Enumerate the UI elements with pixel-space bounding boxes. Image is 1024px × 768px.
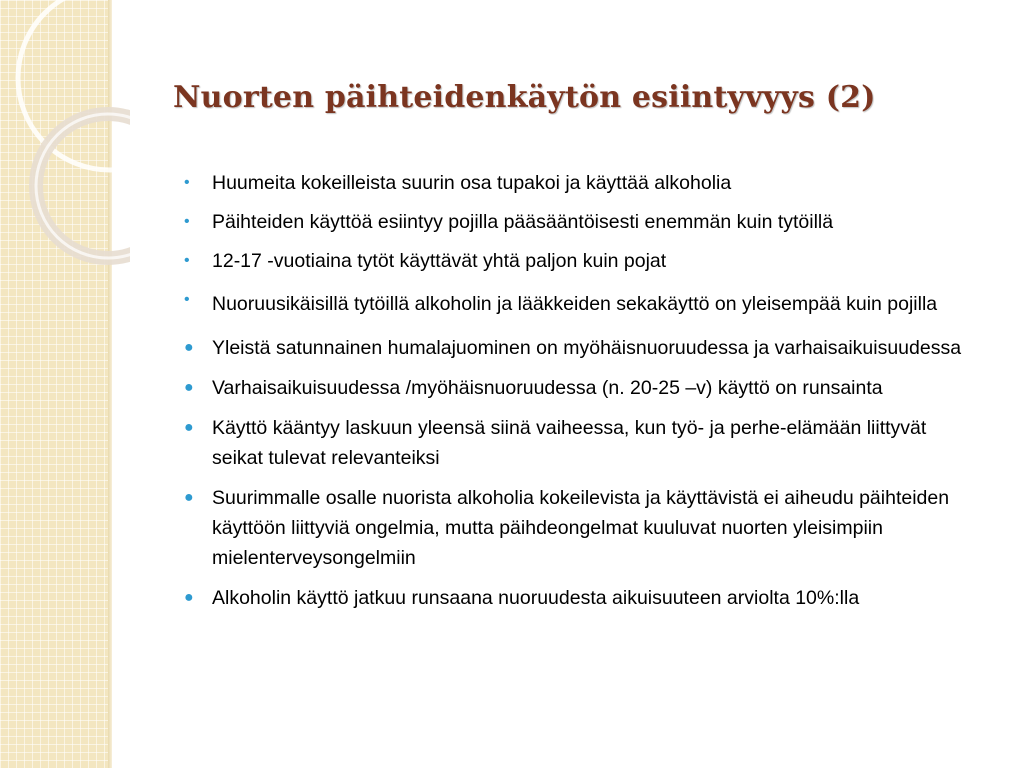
bullet-icon: ● xyxy=(184,419,194,436)
list-item-text: Käyttö kääntyy laskuun yleensä siinä vaiheessa, kun työ- ja perhe-elämään liittyvät seikat tulevat relevanteiksi xyxy=(212,417,927,469)
list-item xyxy=(180,373,980,403)
list-item xyxy=(180,168,980,198)
bullet-icon: • xyxy=(184,252,190,269)
list-item xyxy=(180,413,980,473)
bullet-icon: ● xyxy=(184,379,194,396)
list-item-text: Suurimmalle osalle nuorista alkoholia kokeilevista ja käyttävistä ei aiheudu päihteiden käyttöön liittyviä ongelmia, mutta päihdeongelmat kuuluvat nuorten yleisimpiin mielenterveysongelmiin xyxy=(212,487,950,569)
list-item-text: Varhaisaikuisuudessa /myöhäisnuoruudessa (n. 20-25 –v) käyttö on runsainta xyxy=(212,377,883,399)
slide-title: Nuorten päihteidenkäytön esiintyvyys (2) xyxy=(173,80,876,115)
list-item xyxy=(180,483,980,573)
list-item xyxy=(180,207,980,237)
list-item xyxy=(180,333,980,363)
bullet-icon: ● xyxy=(184,339,194,356)
bullet-icon: ● xyxy=(184,489,194,506)
bullet-icon: ● xyxy=(184,589,194,606)
bullet-icon: • xyxy=(184,291,190,308)
list-item-text: 12-17 -vuotiaina tytöt käyttävät yhtä paljon kuin pojat xyxy=(212,250,667,272)
list-item xyxy=(180,583,980,613)
list-item-text: Yleistä satunnainen humalajuominen on myöhäisnuoruudessa ja varhaisaikuisuudessa xyxy=(212,337,962,359)
list-item-text: Päihteiden käyttöä esiintyy pojilla pääsääntöisesti enemmän kuin tytöillä xyxy=(212,211,834,233)
list-item-text: Huumeita kokeilleista suurin osa tupakoi ja käyttää alkoholia xyxy=(212,172,732,194)
list-item xyxy=(180,285,980,324)
bullet-list xyxy=(180,168,980,613)
decorative-circles xyxy=(0,0,130,320)
bullet-icon: • xyxy=(184,174,190,191)
list-item-text: Alkoholin käyttö jatkuu runsaana nuoruudesta aikuisuuteen arviolta 10%:lla xyxy=(212,587,860,609)
list-item xyxy=(180,246,980,276)
list-item-text: Nuoruusikäisillä tytöillä alkoholin ja lääkkeiden sekakäyttö on yleisempää kuin pojilla xyxy=(212,293,938,315)
slide-content xyxy=(180,168,980,623)
bullet-icon: • xyxy=(184,213,190,230)
